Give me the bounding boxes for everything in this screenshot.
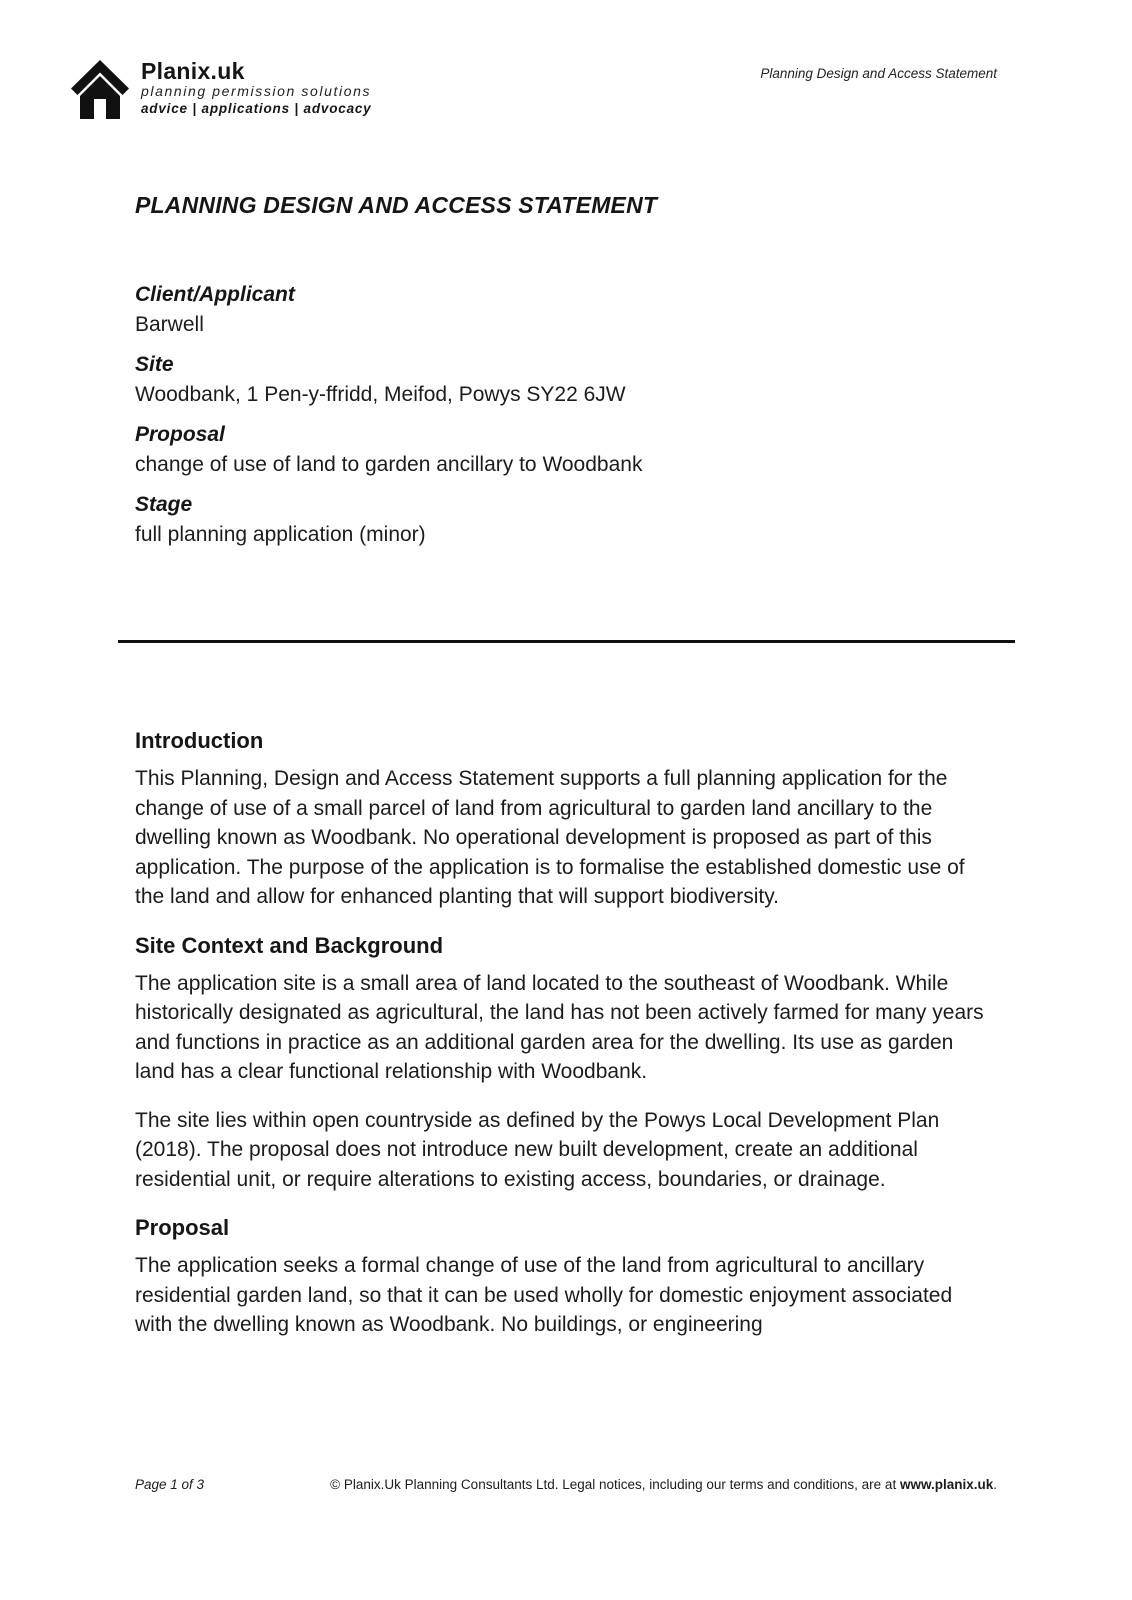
company-logo xyxy=(68,57,372,121)
meta-stage xyxy=(135,490,995,550)
section-introduction xyxy=(135,726,993,912)
meta-proposal xyxy=(135,420,995,480)
document-body xyxy=(135,726,993,1359)
header-document-type: Planning Design and Access Statement xyxy=(760,66,997,81)
logo-tagline: planning permission solutions xyxy=(141,83,372,99)
meta-site xyxy=(135,350,995,410)
legal-notice-text: © Planix.Uk Planning Consultants Ltd. Legal notices, including our terms and conditions, are at xyxy=(330,1477,900,1492)
logo-company-name: Planix.uk xyxy=(141,58,245,84)
logo-text xyxy=(141,57,372,117)
page-footer xyxy=(135,1477,997,1492)
horizontal-divider xyxy=(118,640,1015,643)
meta-proposal-value: change of use of land to garden ancillary to Woodbank xyxy=(135,453,643,476)
section-paragraph: This Planning, Design and Access Statement supports a full planning application for the change of use of a small parcel of land from agricultural to garden land ancillary to the dwelling known as Woodbank. No operational development is proposed as part of this application. The purpose of the application is to formalise the established domestic use of the land and allow for enhanced planting that will support biodiversity. xyxy=(135,767,965,908)
section-paragraph: The site lies within open countryside as defined by the Powys Local Development Plan (2018). The proposal does not introduce new built development, create an additional residential unit, or require alterations to existing access, boundaries, or drainage. xyxy=(135,1108,940,1191)
meta-proposal-label: Proposal xyxy=(135,423,225,446)
page-title: PLANNING DESIGN AND ACCESS STATEMENT xyxy=(135,192,658,218)
section-heading: Site Context and Background xyxy=(135,932,444,958)
legal-notice xyxy=(330,1477,997,1492)
website-link[interactable]: www.planix.uk xyxy=(899,1477,994,1492)
page-number: Page 1 of 3 xyxy=(135,1477,205,1492)
logo-services: advice | applications | advocacy xyxy=(141,101,372,116)
meta-site-value: Woodbank, 1 Pen-y-ffridd, Meifod, Powys SY22 6JW xyxy=(135,383,626,406)
section-paragraph: The application site is a small area of land located to the southeast of Woodbank. While historically designated as agricultural, the land has not been actively farmed for many years and functions in practice as an additional garden area for the dwelling. Its use as garden land has a clear functional relationship with Woodbank. xyxy=(135,971,984,1083)
meta-client xyxy=(135,280,995,340)
meta-stage-label: Stage xyxy=(135,493,193,516)
section-heading: Proposal xyxy=(135,1215,230,1240)
legal-notice-period: . xyxy=(993,1477,997,1492)
section-heading: Introduction xyxy=(135,728,264,753)
meta-client-value: Barwell xyxy=(135,313,204,336)
house-icon xyxy=(68,57,132,121)
document-meta xyxy=(135,280,995,560)
section-paragraph: The application seeks a formal change of use of the land from agricultural to ancillary residential garden land, so that it can be used wholly for domestic enjoyment associated with the dwelling known as Woodbank. No buildings, or engineering xyxy=(135,1254,953,1336)
meta-stage-value: full planning application (minor) xyxy=(135,523,426,546)
section-site-context xyxy=(135,931,993,1195)
meta-client-label: Client/Applicant xyxy=(135,283,295,306)
section-proposal xyxy=(135,1213,993,1340)
meta-site-label: Site xyxy=(135,353,174,376)
